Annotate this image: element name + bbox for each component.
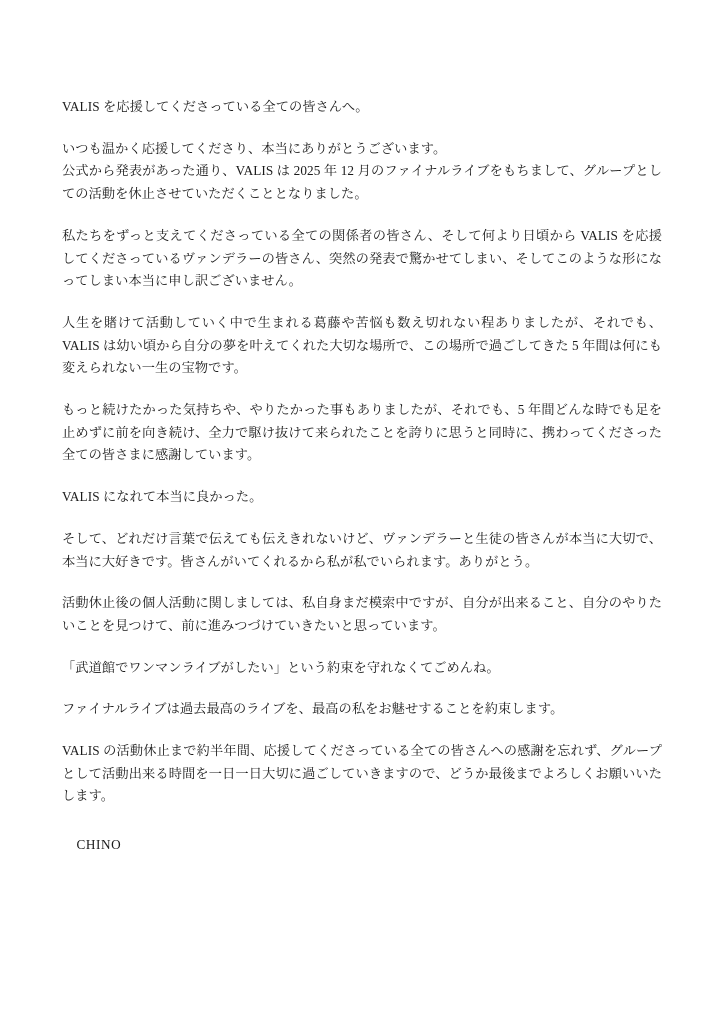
paragraph-8: 活動休止後の個人活動に関しましては、私自身まだ模索中ですが、自分が出来ること、自分のやりたいことを見つけて、前に進みつづけていきたいと思っています。 — [62, 595, 662, 633]
paragraph-7: そして、どれだけ言葉で伝えても伝えきれないけど、ヴァンデラーと生徒の皆さんが本当に大切で、本当に大好きです。皆さんがいてくれるから私が私でいられます。ありがとう。 — [62, 530, 662, 569]
paragraph-block-thanks — [62, 138, 662, 206]
paragraph-2: 公式から発表があった通り、VALIS は 2025 年 12 月のファイナルライブをもちまして、グループとしての活動を休止させていただくこととなりました。 — [62, 163, 662, 202]
paragraph-10: ファイナルライブは過去最高のライブを、最高の私をお魅せすることを約束します。 — [62, 701, 564, 717]
paragraph-4: 人生を賭けて活動していく中で生まれる葛藤や苦悩も数え切れない程ありましたが、それでも、VALIS は幼い頃から自分の夢を叶えてくれた大切な場所で、この場所で過ごしてきた 5 年間は何にも変えられない一生の宝物です。 — [62, 314, 662, 376]
paragraph-1: いつも温かく応援してくださり、本当にありがとうございます。 — [62, 140, 447, 156]
greeting-line: VALIS を応援してくださっている全ての皆さんへ。 — [62, 99, 369, 114]
paragraph-11: VALIS の活動休止まで約半年間、応援してくださっている全ての皆さんへの感謝を忘れず、グループとして活動出来る時間を一日一日大切に過ごしていきますので、どうか最後までよろしくお願いいたします。 — [62, 743, 662, 804]
paragraph-5: もっと続けたかった気持ちや、やりたかった事もありましたが、それでも、5 年間どんな時でも足を止めずに前を向き続け、全力で駆け抜けて来られたことを誇りに思うと同時に、携わってくださった全ての皆さまに感謝しています。 — [62, 402, 662, 463]
signature: CHINO — [76, 837, 122, 853]
paragraph-3: 私たちをずっと支えてくださっている全ての関係者の皆さん、そして何より日頃から VALIS を応援してくださっているヴァンデラーの皆さん、突然の発表で驚かせてしまい、そしてこのような形になってしまい本当に申し訳ございません。 — [62, 227, 662, 289]
paragraph-9: 「武道館でワンマンライブがしたい」という約束を守れなくてごめんね。 — [62, 659, 500, 675]
paragraph-6: VALIS になれて本当に良かった。 — [62, 489, 263, 505]
document-body — [62, 96, 662, 857]
